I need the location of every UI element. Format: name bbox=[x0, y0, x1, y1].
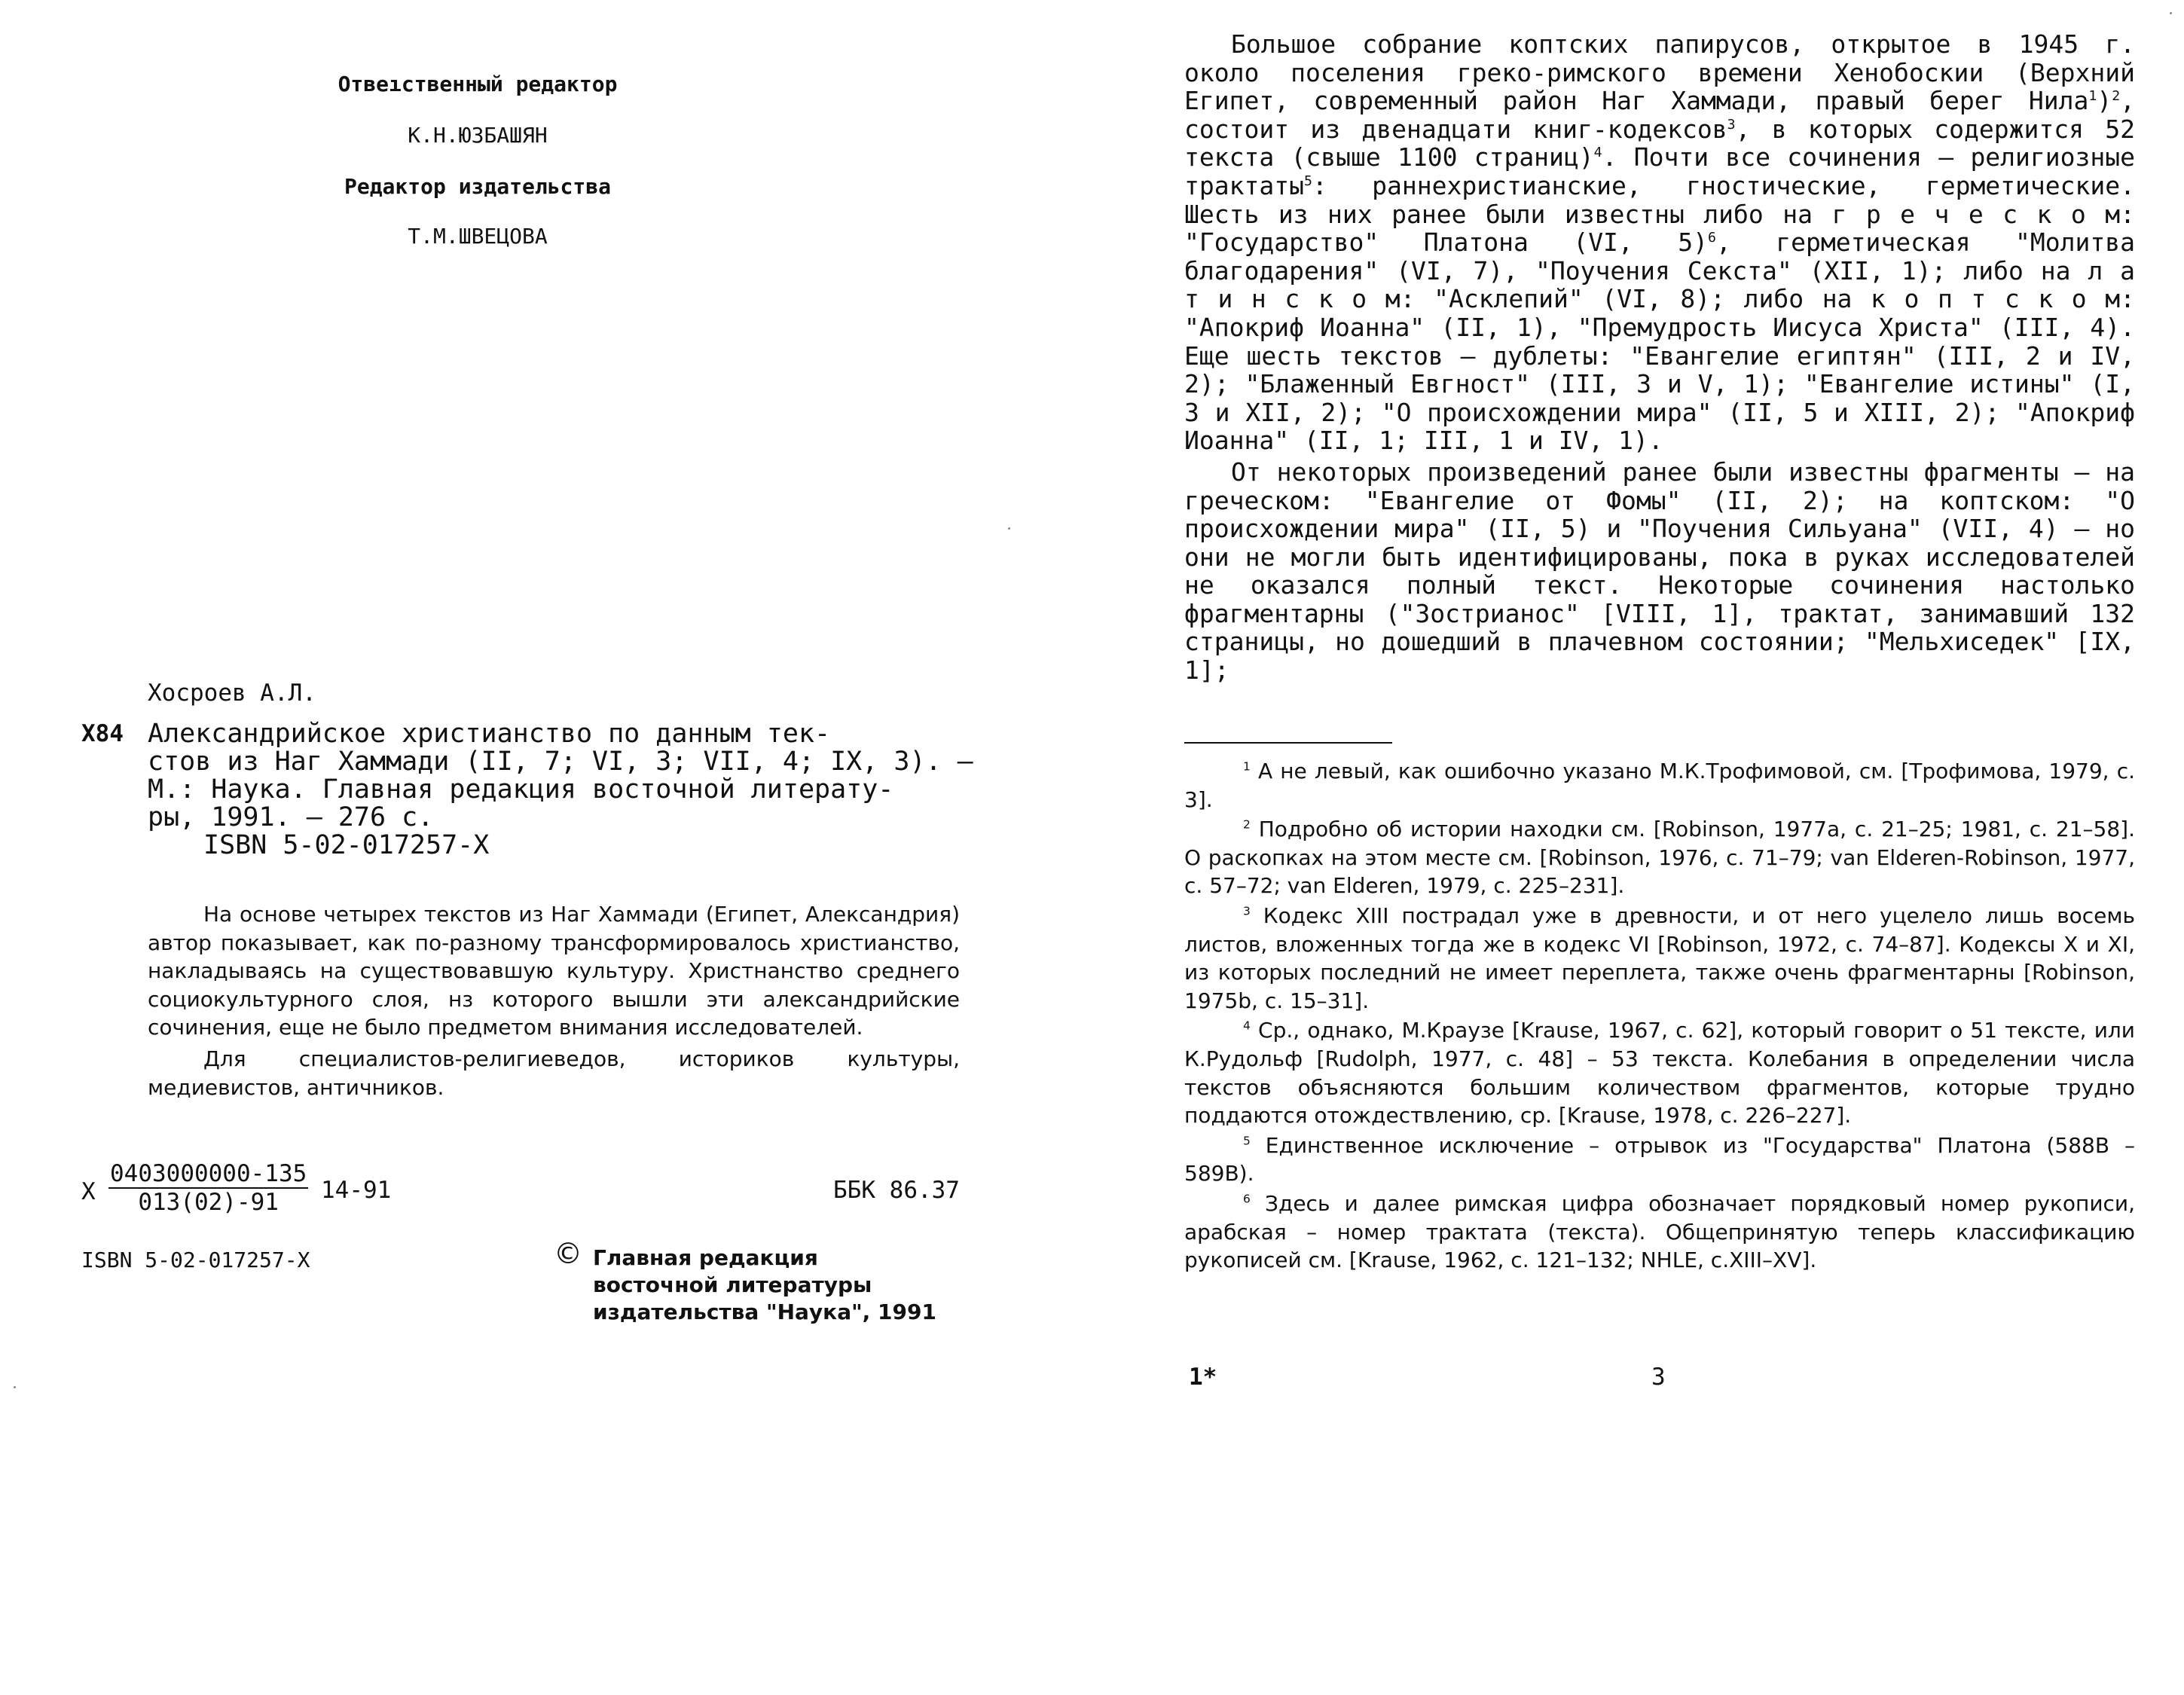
footnote: $^6$ Здесь и далее римская цифра обозначает порядковый номер рукописи, арабская – номер трактата (текста). Общепринятую теперь классификацию рукописей см. [Krause, 1962, с. 121–132; NHLE, с.XIII–XV]. bbox=[1184, 1190, 2136, 1273]
copyright-line: издательства "Наука", 1991 bbox=[593, 1300, 936, 1324]
footnote: $^5$ Единственное исключение – отрывок из "Государства" Платона (588В – 589В). bbox=[1184, 1132, 2136, 1186]
page-number: 3 bbox=[1651, 1364, 1666, 1391]
responsible-editor-title: Отвеıственный редактор bbox=[338, 72, 618, 96]
scan-speck bbox=[14, 1386, 16, 1388]
biblio-line: стов из Наг Хаммади (II, 7; VI, 3; VII, 4; IX, 3). – bbox=[148, 747, 973, 777]
footnote-number: 2 bbox=[1243, 817, 1251, 832]
footnote-ref: 3 bbox=[1727, 116, 1736, 133]
main-paragraph-2: От некоторых произведений ранее были известны фрагменты – на греческом: "Евангелие от Фомы" (II, 2); на коптском: "О происхождении мира" (II, 5) и "Поучения Сильуана" (VII, 4) – но они не могли быть идентифицированы, пока в руках исследователей не оказался полный текст. Некоторые сочинения настолько фрагментарны ("Зострианос" [VIII, 1], трактат, занимавший 132 страницы, но дошедший в плачевном состоянии; "Мельхиседек" [IX, 1]; bbox=[1184, 457, 2135, 686]
bbk-index: ББК 86.37 bbox=[833, 1177, 960, 1204]
footnote-ref: 6 bbox=[1708, 230, 1716, 246]
footnote-ref: 1 bbox=[2088, 88, 2097, 105]
publisher-editor-name: Т.М.ШВЕЦОВА bbox=[408, 224, 548, 249]
annotation-paragraph: На основе четырех текстов из Наг Хаммади (Египет, Александрия) автор показывает, как по-разному трансформировалось христианство, накладываясь на существовавшую культуру. Христнанство среднего социокультурного слоя, нз которого вышли эти александрийские сочинения, еще не было предметом внимания исследователей. bbox=[148, 902, 960, 1040]
footnote: $^3$ Кодекс XIII пострадал уже в древности, и от него уцелело лишь восемь листов, вложенных тогда же в кодекс VI [Robinson, 1972, с. 74–87]. Кодексы X и XI, из которых последний не имеет переплета, также очень фрагментарны [Robinson, 1975b, с. 15–31]. bbox=[1184, 902, 2135, 1013]
biblio-line: Александрийское христианство по данным тек- bbox=[148, 719, 831, 749]
footnote: $^1$ А не левый, как ошибочно указано М.К.Трофимовой, см. [Трофимова, 1979, с. 3]. bbox=[1184, 759, 2135, 812]
copyright-block bbox=[554, 1237, 936, 1326]
footnotes bbox=[1184, 757, 2135, 1275]
footnote-number: 1 bbox=[1243, 759, 1251, 774]
footnote-ref: 2 bbox=[2112, 88, 2121, 105]
main-paragraph-1: Большое собрание коптских папирусов, открытое в 1945 г. около поселения греко-римского времени Хенобоскии (Верхний Египет, современный район Наг Хаммади, правый берег Нила$^1$)$^2$, состоит из двенадцати книг-кодексов$^3$, в которых содержится 52 текста (свыше 1100 страниц)$^4$. Почти все сочинения – религиозные трактаты$^5$: раннехристианские, гностические, герметические. Шесть из них ранее были известны либо на г р е ч е с к о м: "Государство" Платона (VI, 5)$^6$, герметическая "Молитва благодарения" (VI, 7), "Поучения Секста" (XII, 1); либо на л а т и н с к о м: "Асклепий" (VI, 8); либо на к о п т с к о м: "Апокриф Иоанна" (II, 1), "Премудрость Иисуса Христа" (III, 4). Еще шесть текстов – дублеты: "Евангелие египтян" (III, 2 и IV, 2); "Блаженный Евгност" (III, 3 и V, 1); "Евангелие истины" (I, 3 и XII, 2); "О происхождении мира" (II, 5 и XIII, 2); "Апокриф Иоанна" (II, 1; III, 1 и IV, 1). bbox=[1184, 29, 2135, 456]
card-classification-code: Х84 bbox=[81, 720, 124, 747]
footnote-number: 6 bbox=[1243, 1192, 1251, 1206]
price-code-fraction bbox=[108, 1160, 308, 1216]
copyright-line: восточной литературы bbox=[593, 1272, 872, 1297]
scan-speck bbox=[2170, 12, 2172, 14]
annotation-audience: Для специалистов-религиеведов, историков культуры, медиевистов, античников. bbox=[148, 1046, 960, 1100]
price-code-prefix: Х bbox=[81, 1178, 96, 1205]
footnote-number: 3 bbox=[1243, 904, 1251, 918]
footnote: $^4$ Ср., однако, М.Краузе [Krause, 1967, с. 62], который говорит о 51 тексте, или К.Рудольф [Rudolph, 1977, с. 48] – 53 текста. Колебания в определении числа текстов объясняются большим количеством фрагментов, которые трудно поддаются отождествлению, ср. [Krause, 1978, с. 226–227]. bbox=[1184, 1018, 2136, 1128]
footnote-number: 4 bbox=[1243, 1019, 1251, 1034]
footnote-ref: 4 bbox=[1593, 145, 1602, 161]
signature-mark: 1* bbox=[1189, 1364, 1217, 1391]
card-bibliographic-description bbox=[148, 720, 973, 860]
publisher-editor-title: Редактор издательства bbox=[344, 174, 611, 199]
biblio-line: ры, 1991. – 276 с. bbox=[148, 802, 434, 832]
isbn-bottom: ISBN 5-02-017257-Х bbox=[81, 1248, 310, 1272]
footnote: $^2$ Подробно об истории находки см. [Robinson, 1977a, с. 21–25; 1981, с. 21–58]. О раскопках на этом месте см. [Robinson, 1976, с. 71–79; van Elderen-Robinson, 1977, с. 57–72; van Elderen, 1979, с. 225–231]. bbox=[1184, 817, 2135, 899]
main-text bbox=[1184, 30, 2135, 685]
footnote-divider bbox=[1184, 742, 1392, 744]
price-code-numerator: 0403000000-135 bbox=[110, 1160, 307, 1187]
copyright-line: Главная редакция bbox=[593, 1245, 818, 1270]
card-isbn: ISBN 5-02-017257-Х bbox=[203, 830, 490, 860]
annotation bbox=[148, 900, 960, 1101]
price-code-suffix: 14-91 bbox=[321, 1177, 392, 1204]
copyright-icon: © bbox=[554, 1237, 582, 1270]
biblio-line: М.: Наука. Главная редакция восточной литерату- bbox=[148, 774, 894, 805]
scan-speck bbox=[1008, 527, 1010, 530]
footnote-ref: 5 bbox=[1303, 173, 1312, 189]
card-author: Хосроев А.Л. bbox=[148, 680, 316, 707]
responsible-editor-name: К.Н.ЮЗБАШЯН bbox=[408, 123, 548, 148]
footnote-number: 5 bbox=[1243, 1134, 1251, 1148]
price-code-denominator: 013(02)-91 bbox=[138, 1189, 279, 1216]
